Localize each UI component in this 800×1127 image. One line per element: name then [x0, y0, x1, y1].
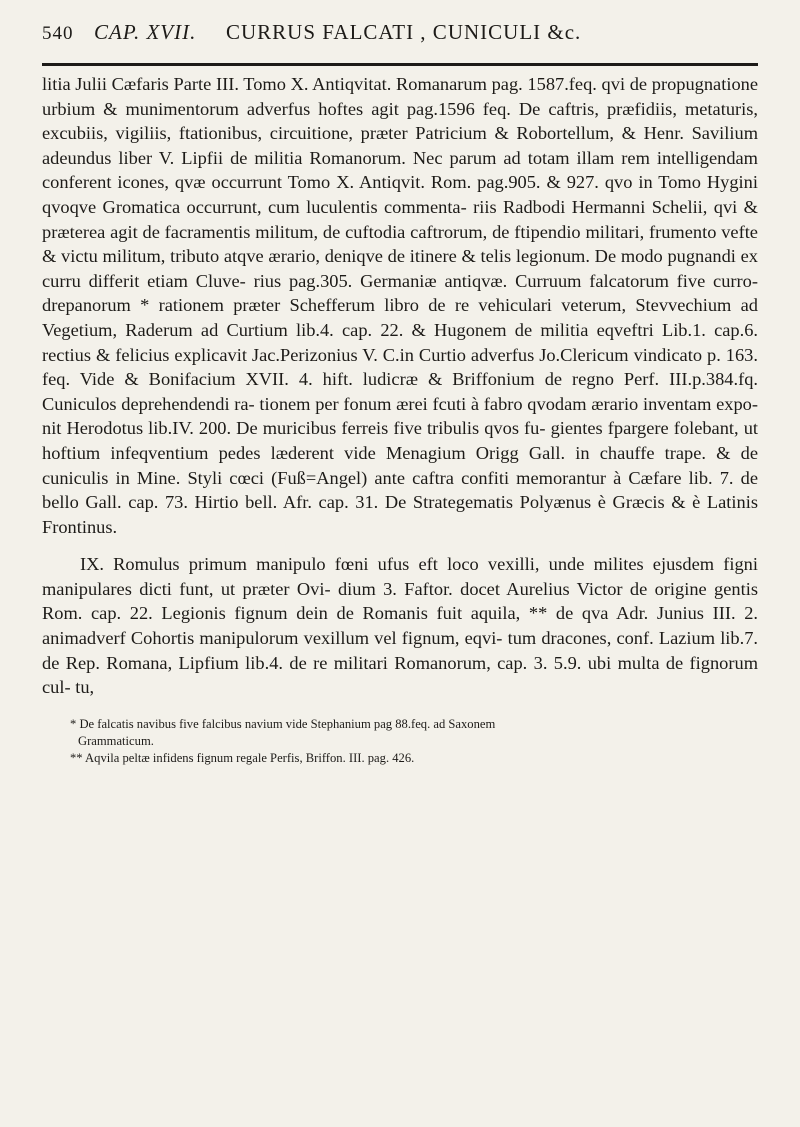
text-line: rius pag.305. Germaniæ antiqvæ. Curruum falcatorum five curro-	[253, 270, 758, 291]
text-line: vigiliis, ftationibus, circuitione, præter Patricium & Robortellum,	[115, 123, 614, 144]
text-line: & Henr. Savilium adeundus liber V. Lipfii de militia Romanorum.	[42, 123, 758, 168]
text-line: vide Menagium Origg Gall. in chauffe trape. & de cuniculis in Mine.	[42, 442, 758, 488]
text-line: Legionis fignum dein de Romanis fuit aquila, ** de qva Adr. Junius	[161, 603, 704, 624]
text-line: vindicato p. 163. feq. Vide & Bonifacium XVII. 4. hift. ludicræ &	[42, 344, 758, 390]
running-title: CURRUS FALCATI , CUNICULI &c.	[226, 20, 582, 44]
text-line: litia Julii Cæfaris Parte III. Tomo X. Antiqvitat. Romanarum pag.	[42, 74, 523, 94]
paragraph-2	[42, 552, 758, 700]
text-line: gientes fpargere folebant, ut hoftium infeqventium pedes læderent	[42, 418, 758, 463]
text-line: 1587.feq. qvi de propugnatione urbium & munimentorum adverfus	[42, 74, 758, 119]
footnotes	[42, 716, 758, 767]
footnote-text: ** Aqvila peltæ infidens fignum regale Perfis, Briffon. III. pag. 426.	[70, 750, 415, 765]
text-line: Briffonium de regno Perf. III.p.384.fq. Cuniculos deprehendendi ra-	[42, 369, 759, 414]
chapter-label: CAP. XVII.	[94, 20, 197, 44]
text-line: de re militari Romanorum, cap. 3. 5.9. ubi multa de fignorum cul-	[42, 652, 759, 698]
text-line: tu,	[75, 677, 95, 698]
text-line: unde milites ejusdem figni manipulares dicti funt, ut præter Ovi-	[42, 554, 758, 599]
text-line: hoftes agit pag.1596 feq. De caftris, præfidiis, metaturis, excubiis,	[42, 98, 758, 144]
text-line: tum dracones, conf. Lazium lib.7. de Rep. Romana, Lipfium lib.4.	[42, 628, 758, 673]
text-line: de bello Gall. cap. 73. Hirtio bell. Afr. cap. 31. De Strategematis	[42, 467, 758, 513]
text-line: nit Herodotus lib.IV. 200. De muricibus ferreis five tribulis qvos fu-	[42, 418, 546, 439]
text-line: Nec parum ad totam illam rem intelligendam conferent icones, qvæ	[42, 147, 758, 193]
text-line: telis legionum. De modo pugnandi ex curru differit etiam Cluve-	[42, 246, 758, 291]
text-line: felicius explicavit Jac.Perizonius V. C.in Curtio adverfus Jo.Clericum	[115, 344, 629, 365]
text-line: III. 2. animadverf Cohortis manipulorum vexillum vel fignum, eqvi-	[42, 603, 758, 649]
footnote-1-continuation	[56, 733, 758, 750]
running-head	[42, 20, 758, 66]
main-text	[42, 72, 758, 700]
footnote-text: * De falcatis navibus five falcibus navium vide Stephanium pag 88.feq. ad Saxonem	[70, 716, 496, 731]
text-line: tionem per fonum ærei fcuti à fabro qvodam ærario inventam expo-	[259, 393, 758, 414]
text-line: militum, de cuftodia caftrorum, de ftipendio militari, frumento	[255, 221, 717, 242]
footnote-text: Grammaticum.	[78, 733, 154, 748]
text-line: occurrunt Tomo X. Antiqvit. Rom. pag.905. & 927. qvo in Tomo	[211, 172, 701, 193]
page-number: 540	[42, 23, 74, 44]
footnote-1	[56, 716, 758, 733]
text-line: cap. 22. & Hugonem de militia eqveftri Lib.1. cap.6. rectius &	[42, 319, 759, 365]
text-line: dium 3. Faftor. docet Aurelius Victor de origine gentis Rom. cap. 22.	[42, 578, 758, 624]
text-line: IX. Romulus primum manipulo fœni ufus eft loco vexilli,	[80, 554, 540, 575]
text-line: vefte & victu militum, tributo atqve ærario, deniqve de itinere &	[42, 221, 758, 267]
text-line: drepanorum * rationem præter Schefferum libro de re vehiculari	[42, 295, 552, 316]
text-line: riis Radbodi Hermanni Schelii, qvi & præterea agit de facramentis	[42, 196, 758, 242]
paragraph-1	[42, 72, 758, 539]
text-line: veterum, Stevvechium ad Vegetium, Raderum ad Curtium lib.4.	[42, 295, 758, 340]
text-line: Styli cœci (Fuß=Angel) ante caftra confiti memorantur à Cæfare lib. 7.	[187, 467, 734, 488]
text-line: Hygini qvoqve Gromatica occurrunt, cum luculentis commenta-	[42, 172, 758, 217]
footnote-2	[56, 750, 758, 767]
text-line: Polyænus è Græcis & è Latinis Frontinus.	[42, 492, 758, 537]
